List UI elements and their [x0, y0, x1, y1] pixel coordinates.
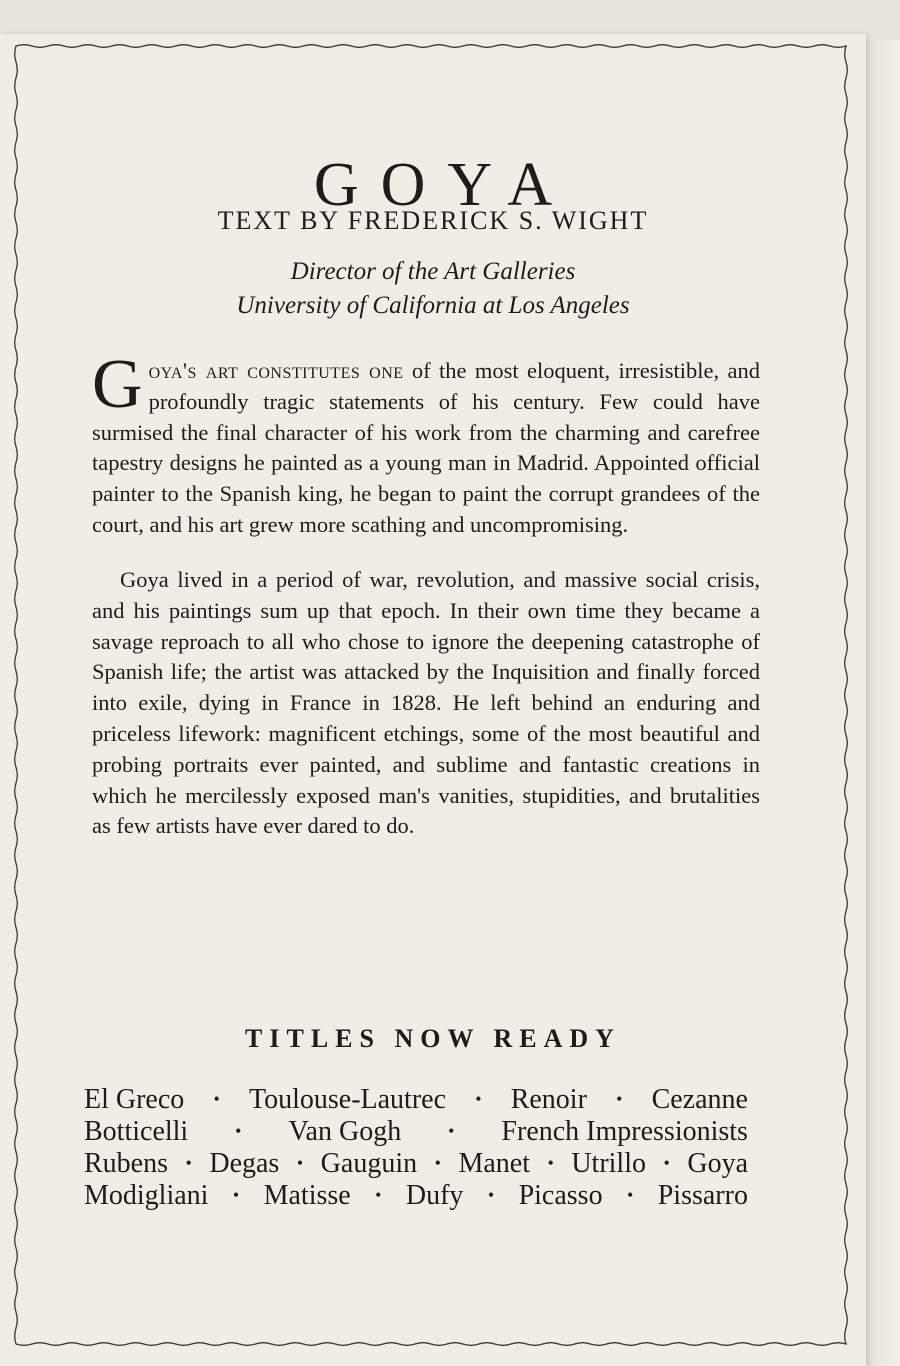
bullet-separator: • — [627, 1185, 634, 1205]
title-item: Pissarro — [657, 1180, 748, 1211]
bullet-separator: • — [547, 1153, 554, 1173]
bullet-separator: • — [232, 1185, 240, 1205]
title-item: Gauguin — [320, 1148, 418, 1179]
title-item: El Greco — [84, 1084, 185, 1115]
title-item: Dufy — [405, 1180, 464, 1211]
author-affiliation-line-2: University of California at Los Angeles — [236, 292, 630, 319]
bullet-separator: • — [296, 1153, 304, 1173]
drop-cap: G — [92, 346, 143, 423]
description-paragraph-1 — [92, 346, 760, 541]
bullet-separator: • — [663, 1153, 670, 1173]
bullet-separator: • — [213, 1089, 220, 1109]
title-item: Matisse — [263, 1180, 351, 1211]
bullet-separator: • — [235, 1121, 242, 1141]
title-item: Picasso — [518, 1180, 603, 1211]
titles-now-ready-heading: TITLES NOW READY — [245, 1024, 621, 1053]
title-item: Utrillo — [571, 1148, 646, 1179]
title-item: Van Gogh — [288, 1116, 402, 1147]
title-item: Rubens — [84, 1148, 168, 1179]
bullet-separator: • — [475, 1089, 482, 1109]
title-item: Manet — [458, 1148, 530, 1179]
title-item: Goya — [687, 1148, 748, 1179]
title-item: Botticelli — [84, 1116, 189, 1147]
bullet-separator: • — [185, 1153, 192, 1173]
description-paragraph-2: Goya lived in a period of war, revolution, and massive social crisis, and his paintings sum up that epoch. In their own time they became a savage reproach to all who chose to ignore the deepening catastrophe of Spanish life; the artist was attacked by the Inquisition and finally forced into exile, dying in France in 1828. He left behind an enduring and priceless lifework: magnificent etchings, some of the most beautiful and probing portraits ever painted, and sublime and fantastic creations in which he mercilessly exposed man's vanities, stupidities, and brutalities as few artists have ever dared to do. — [92, 567, 760, 839]
bullet-separator: • — [616, 1089, 623, 1109]
book-title: GOYA — [313, 150, 575, 219]
title-item: Degas — [209, 1148, 280, 1179]
author-line: TEXT BY FREDERICK S. WIGHT — [217, 206, 649, 235]
titles-list-line — [84, 1116, 748, 1150]
bullet-separator: • — [487, 1185, 495, 1205]
bullet-separator: • — [375, 1185, 382, 1205]
title-item: Renoir — [510, 1084, 587, 1115]
paragraph-1-opening: oya's art constitutes one — [148, 358, 404, 383]
titles-list-line — [84, 1180, 748, 1214]
titles-list-line — [84, 1148, 748, 1182]
paragraph-1-text: of the most eloquent, irresistible, and profoundly tragic statements of his century. Few could have surmised the final character of his work from the charming and carefree tapestry designs he painted as a young man in Madrid. Appointed official painter to the Spanish king, he began to paint the corrupt grandees of the court, and his art grew more scathing and uncompromising. — [92, 358, 760, 537]
bullet-separator: • — [448, 1121, 455, 1141]
title-item: Modigliani — [84, 1180, 209, 1211]
titles-list-line — [84, 1084, 748, 1118]
title-item: Toulouse-Lautrec — [248, 1084, 447, 1115]
title-item: French Impressionists — [501, 1116, 748, 1147]
bullet-separator: • — [434, 1153, 441, 1173]
title-item: Cezanne — [651, 1084, 748, 1115]
author-affiliation-line-1: Director of the Art Galleries — [290, 258, 576, 285]
